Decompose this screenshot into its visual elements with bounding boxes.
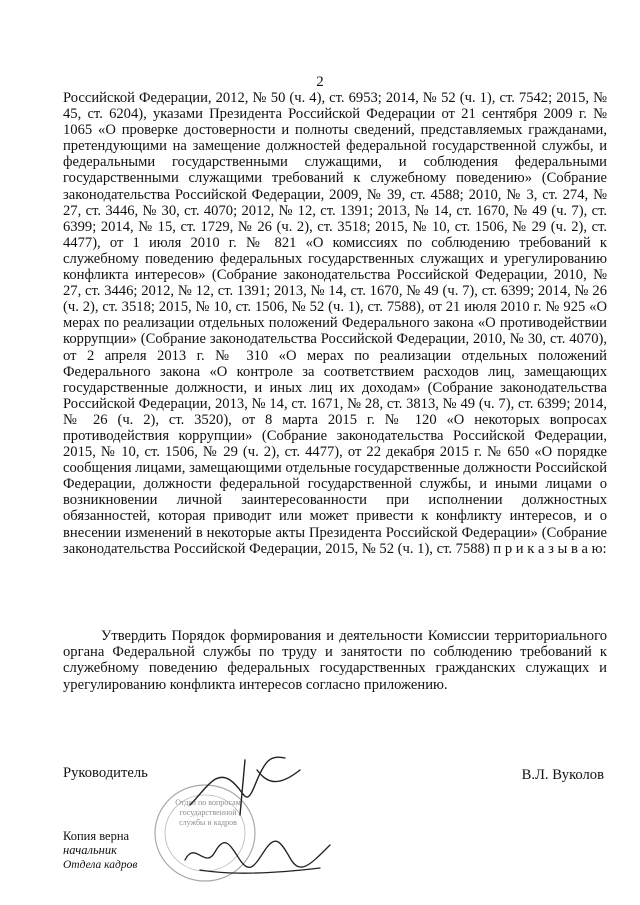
signer-name: В.Л. Вуколов <box>521 767 604 783</box>
copy-certifier-position: начальник <box>63 843 117 857</box>
signature-upper <box>185 750 305 820</box>
stamp-text: Отдел по вопросам государственной службы и кадров <box>175 798 241 827</box>
page-number: 2 <box>316 74 324 90</box>
signature-lower <box>180 830 340 880</box>
copy-certification-line: Копия верна <box>63 829 130 843</box>
order-paragraph: Утвердить Порядок формирования и деятельности Комиссии территориального органа Федеральной службы по труду и занятости по соблюдению требований к служебному поведению федеральных государственных гражданских служащих и урегулированию конфликта интересов согласно приложению. <box>63 628 607 693</box>
copy-certifier-department: Отдела кадров <box>63 859 138 871</box>
signer-title: Руководитель <box>63 765 148 781</box>
legal-basis-paragraph: Российской Федерации, 2012, № 50 (ч. 4), ст. 6953; 2014, № 52 (ч. 1), ст. 7542; 2015, № 45, ст. 6204), указами Президента Российской Федерации от 21 сентября 2009 г. № 1065 «О проверке достоверности и полноты сведений, представляемых гражданами, претендующими на замещение должностей федеральной государственной службы, и федеральными государственными служащими, и соблюдения федеральными государственными служащими требований к служебному поведению» (Собрание законодательства Российской Федерации, 2009, № 39, ст. 4588; 2010, № 3, ст. 274, № 27, ст. 3446, № 30, ст. 4070; 2012, № 12, ст. 1391; 2013, № 14, ст. 1670, № 49 (ч. 7), ст. 6399; 2014, № 15, ст. 1729, № 26 (ч. 2), ст. 3518; 2015, № 10, ст. 1506, № 29 (ч. 2), ст. 4477), от 1 июля 2010 г. № 821 «О комиссиях по соблюдению требований к служебному поведению федеральных государственных служащих и урегулированию конфликта интересов» (Собрание законодательства Российской Федерации, 2010, № 27, ст. 3446; 2012, № 12, ст. 1391; 2013, № 14, ст. 1670, № 49 (ч. 7), ст. 6399; 2014, № 26 (ч. 2), ст. 3518; 2015, № 10, ст. 1506, № 52 (ч. 1), ст. 7588), от 21 июля 2010 г. № 925 «О мерах по реализации отдельных положений Федерального закона «О противодействии коррупции» (Собрание законодательства Российской Федерации, 2010, № 30, ст. 4070), от 2 апреля 2013 г. № 310 «О мерах по реализации отдельных положений Федерального закона «О контроле за соответствием расходов лиц, замещающих государственные должности, и иных лиц их доходам» (Собрание законодательства Российской Федерации, 2013, № 14, ст. 1671, № 28, ст. 3813, № 49 (ч. 7), ст. 6399; 2014, № 26 (ч. 2), ст. 3520), от 8 марта 2015 г. № 120 «О некоторых вопросах противодействия коррупции» (Собрание законодательства Российской Федерации, 2015, № 10, ст. 1506, № 29 (ч. 2), ст. 4477), от 22 декабря 2015 г. № 650 «О порядке сообщения лицами, замещающими отдельные государственные должности Российской Федерации, должности федеральной государственной службы, и иными лицами о возникновении личной заинтересованности при исполнении должностных обязанностей, которая приводит или может привести к конфликту интересов, и о внесении изменений в некоторые акты Президента Российской Федерации» (Собрание законодательства Российской Федерации, 2015, № 52 (ч. 1), ст. 7588) п р и к а з ы в а ю: <box>63 90 607 557</box>
